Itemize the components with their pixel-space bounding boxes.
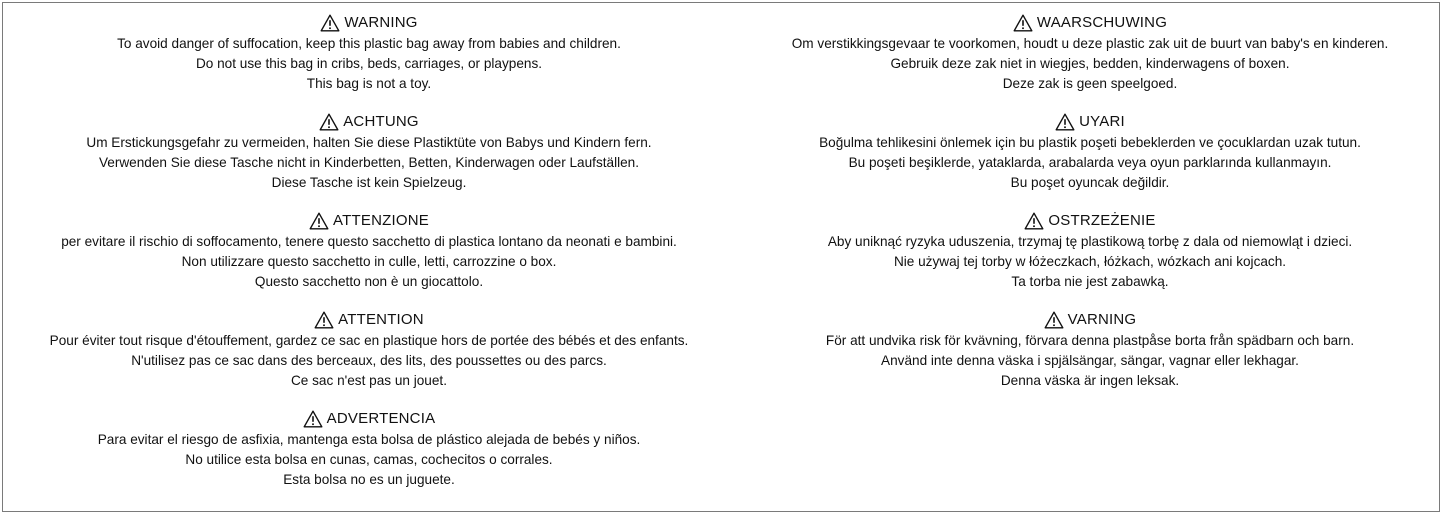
warning-line: No utilice esta bolsa en cunas, camas, cochecitos o corrales. bbox=[185, 452, 553, 467]
warning-heading bbox=[303, 408, 436, 430]
warning-line: Ta torba nie jest zabawką. bbox=[1011, 274, 1169, 289]
warning-heading bbox=[320, 12, 417, 34]
warning-triangle-icon bbox=[309, 212, 329, 230]
warning-block-sv bbox=[826, 309, 1354, 408]
warning-triangle-icon bbox=[314, 311, 334, 329]
warning-line: Bu poşeti beşiklerde, yataklarda, arabalarda veya oyun parklarında kullanmayın. bbox=[848, 155, 1332, 170]
warning-line: Non utilizzare questo sacchetto in culle, letti, carrozzine o box. bbox=[181, 254, 557, 269]
warning-heading-text: ATTENZIONE bbox=[333, 212, 429, 229]
warning-heading-text: ATTENTION bbox=[338, 311, 424, 328]
warning-line: Ce sac n'est pas un jouet. bbox=[290, 373, 447, 388]
warning-line: Aby uniknąć ryzyka uduszenia, trzymaj tę plastikową torbę z dala od niemowląt i dzieci. bbox=[827, 234, 1353, 249]
warning-heading bbox=[309, 210, 429, 232]
warning-block-it bbox=[61, 210, 677, 309]
warning-line: To avoid danger of suffocation, keep this plastic bag away from babies and children. bbox=[117, 36, 621, 51]
warning-line: Denna väska är ingen leksak. bbox=[1000, 373, 1180, 388]
warning-line: Verwenden Sie diese Tasche nicht in Kinderbetten, Betten, Kinderwagen oder Laufställen. bbox=[98, 155, 640, 170]
warning-heading-text: UYARI bbox=[1079, 113, 1125, 130]
warning-heading bbox=[314, 309, 424, 331]
warning-line: This bag is not a toy. bbox=[306, 76, 432, 91]
warning-block-es bbox=[98, 408, 641, 507]
warning-block-pl bbox=[828, 210, 1352, 309]
warning-triangle-icon bbox=[1013, 14, 1033, 32]
warning-line: Bu poşet oyuncak değildir. bbox=[1010, 175, 1170, 190]
warning-triangle-icon bbox=[319, 113, 339, 131]
warning-line: Um Erstickungsgefahr zu vermeiden, halten Sie diese Plastiktüte von Babys und Kindern fern. bbox=[86, 135, 652, 150]
warning-line: Om verstikkingsgevaar te voorkomen, houdt u deze plastic zak uit de buurt van baby's en kinderen. bbox=[791, 36, 1389, 51]
warning-block-tr bbox=[819, 111, 1361, 210]
warning-triangle-icon bbox=[1024, 212, 1044, 230]
warning-heading-text: ADVERTENCIA bbox=[326, 410, 436, 427]
warning-line: N'utilisez pas ce sac dans des berceaux, des lits, des poussettes ou des parcs. bbox=[131, 353, 607, 368]
warning-heading bbox=[1024, 210, 1155, 232]
warning-line: Deze zak is geen speelgoed. bbox=[1002, 76, 1178, 91]
warning-heading-text: OSTRZEŻENIE bbox=[1048, 212, 1156, 229]
warning-line: Do not use this bag in cribs, beds, carriages, or playpens. bbox=[195, 56, 543, 71]
warning-line: För att undvika risk för kvävning, förvara denna plastpåse borta från spädbarn och barn. bbox=[825, 333, 1355, 348]
left-column bbox=[2, 12, 736, 507]
warning-heading-text: WARNING bbox=[344, 14, 418, 31]
warning-triangle-icon bbox=[303, 410, 323, 428]
warning-line: Questo sacchetto non è un giocattolo. bbox=[254, 274, 484, 289]
warning-block-nl bbox=[792, 12, 1389, 111]
warning-heading bbox=[1044, 309, 1137, 331]
warning-line: Gebruik deze zak niet in wiegjes, bedden, kinderwagens of boxen. bbox=[890, 56, 1290, 71]
right-column bbox=[740, 12, 1440, 408]
warning-line: Nie używaj tej torby w łóżeczkach, łóżkach, wózkach ani kojcach. bbox=[893, 254, 1287, 269]
warning-heading bbox=[319, 111, 419, 133]
warning-line: Para evitar el riesgo de asfixia, mantenga esta bolsa de plástico alejada de bebés y niños. bbox=[97, 432, 641, 447]
warning-heading-text: VARNING bbox=[1067, 311, 1137, 328]
warning-triangle-icon bbox=[1055, 113, 1075, 131]
warning-block-en bbox=[117, 12, 621, 111]
warning-triangle-icon bbox=[1044, 311, 1064, 329]
warning-line: per evitare il rischio di soffocamento, tenere questo sacchetto di plastica lontano da neonati e bambini. bbox=[61, 234, 677, 249]
warning-line: Diese Tasche ist kein Spielzeug. bbox=[271, 175, 467, 190]
warning-line: Esta bolsa no es un juguete. bbox=[283, 472, 455, 487]
warning-line: Boğulma tehlikesini önlemek için bu plastik poşeti bebeklerden ve çocuklardan uzak tutun. bbox=[819, 135, 1361, 150]
warning-line: Pour éviter tout risque d'étouffement, gardez ce sac en plastique hors de portée des bébés et des enfants. bbox=[49, 333, 689, 348]
warning-heading bbox=[1013, 12, 1167, 34]
warning-heading-text: WAARSCHUWING bbox=[1036, 14, 1168, 31]
warning-line: Använd inte denna väska i spjälsängar, sängar, vagnar eller lekhagar. bbox=[881, 353, 1299, 368]
warning-heading-text: ACHTUNG bbox=[343, 113, 419, 130]
warning-block-fr bbox=[50, 309, 689, 408]
warning-heading bbox=[1055, 111, 1125, 133]
warning-triangle-icon bbox=[320, 14, 340, 32]
warning-block-de bbox=[86, 111, 651, 210]
